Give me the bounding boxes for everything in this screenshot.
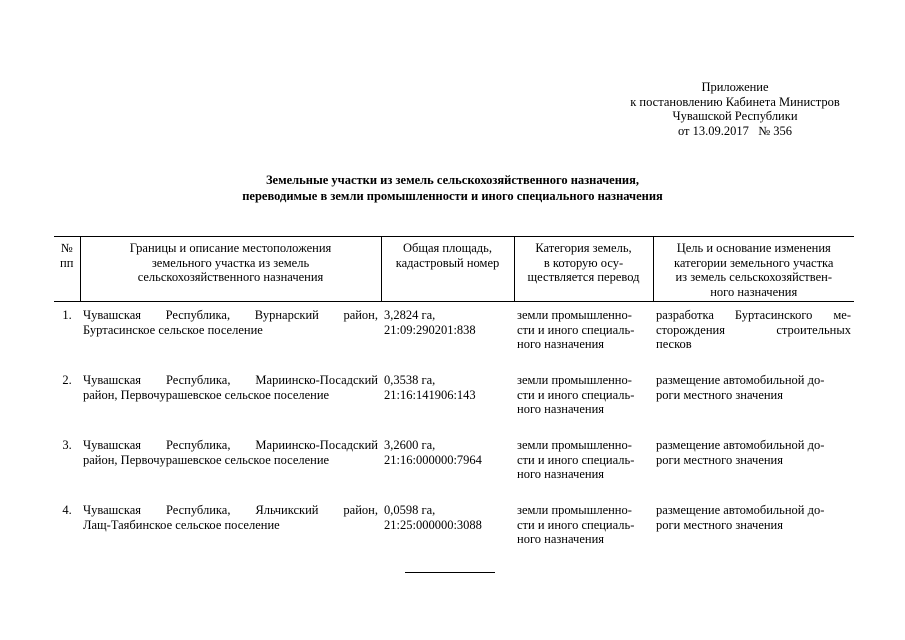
table-row [54, 369, 854, 434]
row-area: 0,0598 га, 21:25:000000:3088 [384, 503, 482, 532]
row-location: Чувашская Республика, Мариинско-Посадский район, Первочурашевское сельское поселение [83, 438, 378, 467]
header-area: Общая площадь, кадастровый номер [381, 237, 514, 302]
row-category: земли промышленно- сти и иного специаль- ного назначения [517, 503, 635, 546]
end-separator-line [405, 572, 495, 573]
header-number: № пп [54, 237, 80, 302]
land-plots-table [54, 236, 854, 564]
appendix-line: Чувашской Республики [672, 109, 798, 123]
document-title [0, 172, 905, 204]
row-purpose: размещение автомобильной до- роги местного значения [656, 373, 825, 402]
row-category: земли промышленно- сти и иного специаль- ного назначения [517, 373, 635, 416]
row-location: Чувашская Республика, Мариинско-Посадский район, Первочурашевское сельское поселение [83, 373, 378, 402]
title-line: переводимые в земли промышленности и иного специального назначения [242, 189, 663, 203]
row-number: 2. [62, 373, 72, 387]
table-row [54, 434, 854, 499]
row-location: Чувашская Республика, Яльчикский район, Лащ-Таябинское сельское поселение [83, 503, 378, 532]
row-location: Чувашская Республика, Вурнарский район, Буртасинское сельское поселение [83, 308, 378, 337]
header-location: Границы и описание местоположения земельного участка из земель сельскохозяйственного назначения [80, 237, 381, 302]
table-row [54, 499, 854, 564]
header-purpose: Цель и основание изменения категории земельного участка из земель сельскохозяйствен- ного назначения [653, 237, 854, 302]
table-header-row [54, 237, 854, 302]
row-area: 0,3538 га, 21:16:141906:143 [384, 373, 476, 402]
appendix-line: от 13.09.2017 № 356 [677, 123, 793, 138]
row-category: земли промышленно- сти и иного специаль- ного назначения [517, 438, 635, 481]
appendix-line: Приложение [701, 80, 769, 94]
row-number: 4. [62, 503, 72, 517]
table-row [54, 302, 854, 370]
title-line: Земельные участки из земель сельскохозяйственного назначения, [265, 173, 640, 187]
row-area: 3,2600 га, 21:16:000000:7964 [384, 438, 482, 467]
row-number: 3. [62, 438, 72, 452]
row-category: земли промышленно- сти и иного специаль- ного назначения [517, 308, 635, 351]
header-category: Категория земель, в которую осу- ществляется перевод [514, 237, 653, 302]
row-purpose: разработка Буртасинского ме- сторождения строительных песков [656, 308, 851, 351]
appendix-line: к постановлению Кабинета Министров [630, 94, 840, 109]
row-number: 1. [62, 308, 72, 322]
row-purpose: размещение автомобильной до- роги местного значения [656, 503, 825, 532]
row-area: 3,2824 га, 21:09:290201:838 [384, 308, 476, 337]
row-purpose: размещение автомобильной до- роги местного значения [656, 438, 825, 467]
appendix-block [590, 80, 880, 138]
